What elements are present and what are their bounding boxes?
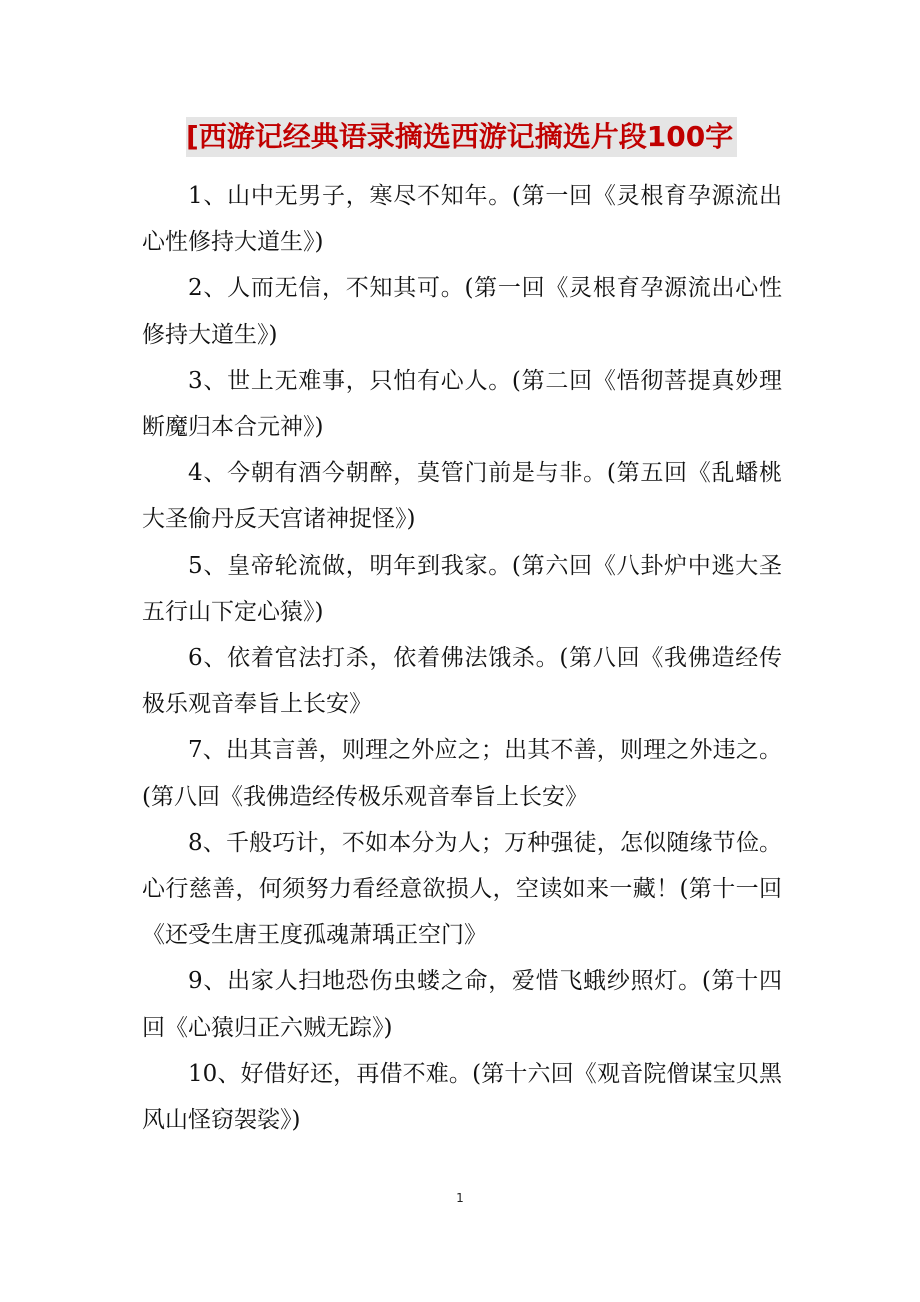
document-body: [142, 173, 782, 1143]
quote-paragraph-3: 3、世上无难事，只怕有心人。(第二回《悟彻菩提真妙理断魔归本合元神》): [142, 367, 782, 441]
quote-paragraph-6: 6、依着官法打杀，依着佛法饿杀。(第八回《我佛造经传极乐观音奉旨上长安》: [142, 645, 782, 718]
quote-paragraph-1: 1、山中无男子，寒尽不知年。(第一回《灵根育孕源流出心性修持大道生》): [142, 183, 782, 256]
page-number: 1: [456, 1191, 464, 1205]
quote-paragraph-4: 4、今朝有酒今朝醉，莫管门前是与非。(第五回《乱蟠桃大圣偷丹反天宫诸神捉怪》): [142, 460, 782, 533]
quote-paragraph-7: 7、出其言善，则理之外应之；出其不善，则理之外违之。(第八回《我佛造经传极乐观音奉旨上长安》: [142, 737, 782, 810]
page-title: [西游记经典语录摘选西游记摘选片段100字: [186, 117, 737, 157]
quote-paragraph-2: 2、人而无信，不知其可。(第一回《灵根育孕源流出心性修持大道生》): [142, 275, 782, 348]
quote-paragraph-10: 10、好借好还，再借不难。(第十六回《观音院僧谋宝贝黑风山怪窃袈裟》): [142, 1060, 782, 1134]
quote-paragraph-5: 5、皇帝轮流做，明年到我家。(第六回《八卦炉中逃大圣五行山下定心猿》): [142, 552, 782, 625]
quote-paragraph-9: 9、出家人扫地恐伤虫蝼之命，爱惜飞蛾纱照灯。(第十四回《心猿归正六贼无踪》): [142, 968, 782, 1041]
quote-paragraph-8: 8、千般巧计，不如本分为人；万种强徒，怎似随缘节俭。心行慈善，何须努力看经意欲损人，空读如来一藏！(第十一回《还受生唐王度孤魂萧瑀正空门》: [142, 829, 782, 949]
